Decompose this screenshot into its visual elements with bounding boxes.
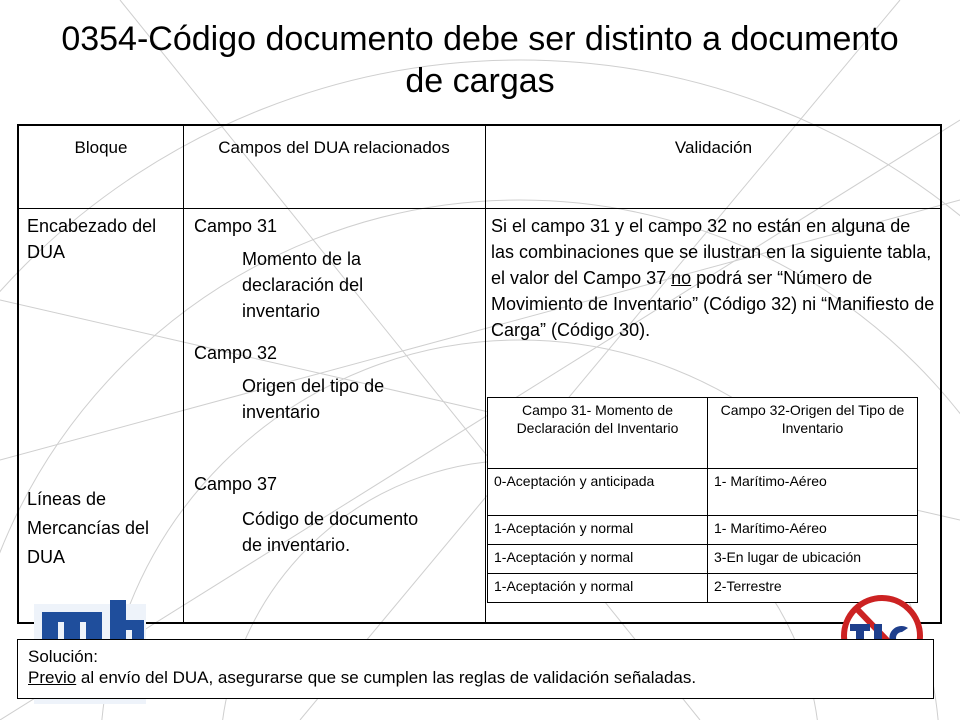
table-row bbox=[488, 516, 918, 545]
header-bloque: Bloque bbox=[74, 138, 128, 157]
solution-text bbox=[28, 667, 923, 688]
campo-32-desc: Origen del tipo de inventario bbox=[242, 376, 385, 422]
table-row bbox=[488, 469, 918, 516]
header-divider bbox=[19, 208, 940, 209]
table-cell: 1-Aceptación y normal bbox=[488, 545, 708, 574]
table-row bbox=[488, 398, 918, 469]
campo-37-desc: Código de documento de inventario. bbox=[242, 509, 419, 555]
table-cell: 3-En lugar de ubicación bbox=[708, 545, 918, 574]
validacion-text-after: podrá ser “Número de Movimiento de Inventario” (Código 32) ni “Manifiesto de Carga” (Código 30). bbox=[491, 268, 935, 340]
table-cell: 1- Marítimo-Aéreo bbox=[708, 469, 918, 516]
bloque-lineas: Líneas de Mercancías del DUA bbox=[27, 489, 150, 567]
header-validacion: Validación bbox=[674, 138, 753, 157]
solution-body: al envío del DUA, asegurarse que se cumplen las reglas de validación señaladas. bbox=[76, 668, 697, 687]
table-cell: 1-Aceptación y normal bbox=[488, 516, 708, 545]
campo-31-desc: Momento de la declaración del inventario bbox=[242, 249, 364, 321]
slide-title: 0354-Código documento debe ser distinto a documento de cargas bbox=[61, 20, 899, 100]
table-cell: 1- Marítimo-Aéreo bbox=[708, 516, 918, 545]
table-cell: 2-Terrestre bbox=[708, 574, 918, 603]
bloque-encabezado: Encabezado del DUA bbox=[27, 216, 157, 262]
table-cell: 1-Aceptación y normal bbox=[488, 574, 708, 603]
combinaciones-table bbox=[487, 397, 918, 603]
table-row bbox=[488, 545, 918, 574]
combinaciones-header-31: Campo 31- Momento de Declaración del Inventario bbox=[488, 398, 708, 469]
solution-label: Solución: bbox=[28, 647, 98, 666]
solution-previo: Previo bbox=[28, 668, 77, 687]
validacion-no: no bbox=[671, 268, 692, 288]
column-divider bbox=[183, 126, 184, 622]
header-campos: Campos del DUA relacionados bbox=[218, 138, 450, 157]
validacion-text bbox=[491, 213, 936, 343]
table-cell: 0-Aceptación y anticipada bbox=[488, 469, 708, 516]
validacion-text-before: Si el campo 31 y el campo 32 no están en alguna de las combinaciones que se ilustran en la siguiente tabla, el valor del Campo 37 bbox=[491, 216, 932, 288]
solution-box bbox=[17, 639, 934, 699]
campo-37: Campo 37 bbox=[194, 474, 278, 494]
campo-32: Campo 32 bbox=[194, 343, 278, 363]
campo-31: Campo 31 bbox=[194, 216, 278, 236]
column-divider bbox=[485, 126, 486, 622]
combinaciones-header-32: Campo 32-Origen del Tipo de Inventario bbox=[708, 398, 918, 469]
